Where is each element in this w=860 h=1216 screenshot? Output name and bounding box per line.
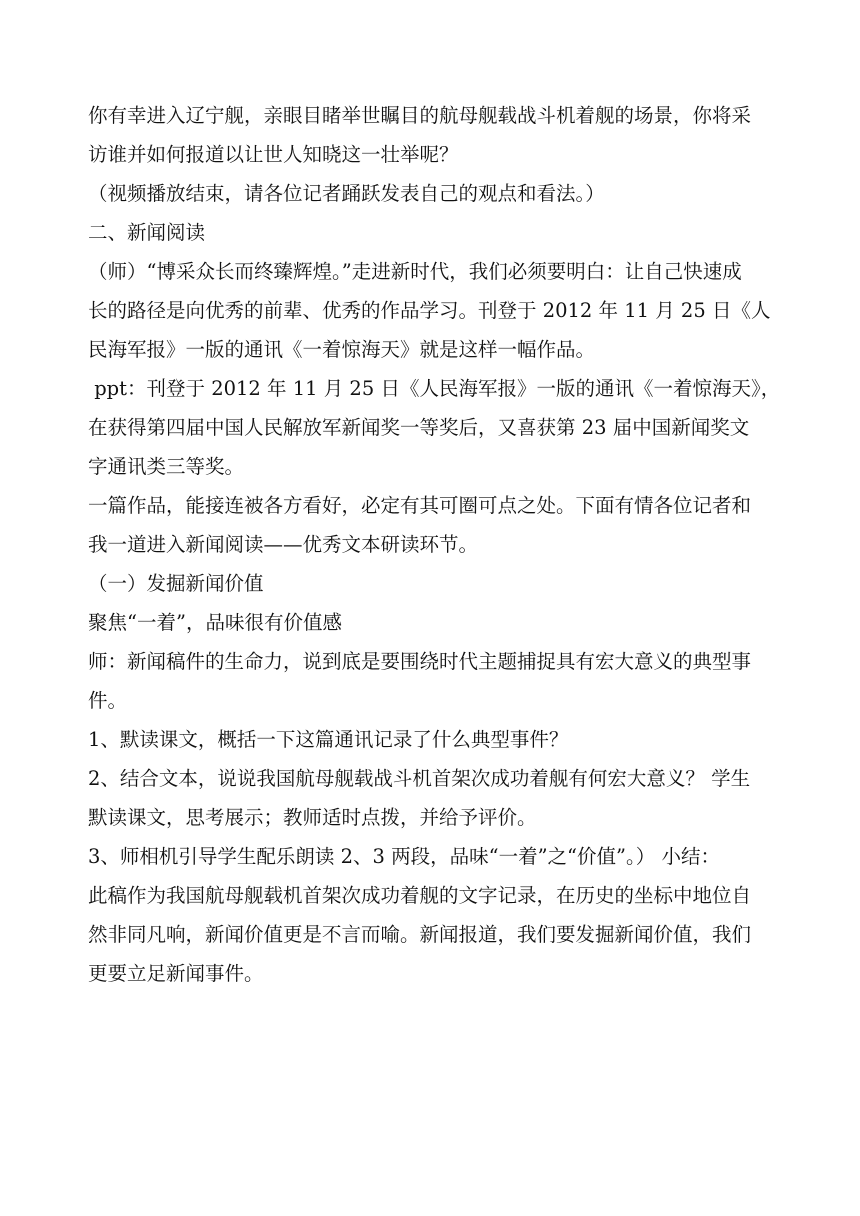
text-line: 长的路径是向优秀的前辈、优秀的作品学习。刊登于 2012 年 11 月 25 日《人 xyxy=(88,299,771,322)
text-line: ppt：刊登于 2012 年 11 月 25 日《人民海军报》一版的通讯《一着惊海天》， xyxy=(88,377,781,400)
text-line: （师）“博采众长而终臻辉煌。”走进新时代，我们必须要明白：让自己快速成 xyxy=(88,260,742,283)
text-line: 在获得第四届中国人民解放军新闻奖一等奖后，又喜获第 23 届中国新闻奖文 xyxy=(88,416,750,439)
text-line: 字通讯类三等奖。 xyxy=(88,455,245,478)
text-line: 师：新闻稿件的生命力，说到底是要围绕时代主题捕捉具有宏大意义的典型事 xyxy=(88,650,752,673)
subsection-heading: （一）发掘新闻价值 xyxy=(88,572,264,595)
text-line: 更要立足新闻事件。 xyxy=(88,962,264,985)
question-item: 2、结合文本，说说我国航母舰载战斗机首架次成功着舰有何宏大意义？ 学生 xyxy=(88,767,751,790)
question-item: 1、默读课文，概括一下这篇通讯记录了什么典型事件？ xyxy=(88,728,569,751)
text-line: 然非同凡响，新闻价值更是不言而喻。新闻报道，我们要发掘新闻价值，我们 xyxy=(88,923,752,946)
text-line: 我一道进入新闻阅读——优秀文本研读环节。 xyxy=(88,533,479,556)
section-heading: 二、新闻阅读 xyxy=(88,221,206,244)
text-line: 此稿作为我国航母舰载机首架次成功着舰的文字记录，在历史的坐标中地位自 xyxy=(88,884,752,907)
text-line: 默读课文，思考展示；教师适时点拨，并给予评价。 xyxy=(88,806,537,829)
text-line: 聚焦“一着”，品味很有价值感 xyxy=(88,611,342,634)
document-page xyxy=(88,96,781,993)
text-line: 一篇作品，能接连被各方看好，必定有其可圈可点之处。下面有情各位记者和 xyxy=(88,494,752,517)
text-line: 民海军报》一版的通讯《一着惊海天》就是这样一幅作品。 xyxy=(88,338,596,361)
text-line: （视频播放结束，请各位记者踊跃发表自己的观点和看法。） xyxy=(88,182,605,205)
text-line: 你有幸进入辽宁舰，亲眼目睹举世瞩目的航母舰载战斗机着舰的场景，你将采 xyxy=(88,104,752,127)
text-line: 件。 xyxy=(88,689,128,712)
question-item: 3、师相机引导学生配乐朗读 2、3 两段，品味“一着”之“价值”。） 小结： xyxy=(88,845,720,868)
text-line: 访谁并如何报道以让世人知晓这一壮举呢？ xyxy=(88,143,459,166)
